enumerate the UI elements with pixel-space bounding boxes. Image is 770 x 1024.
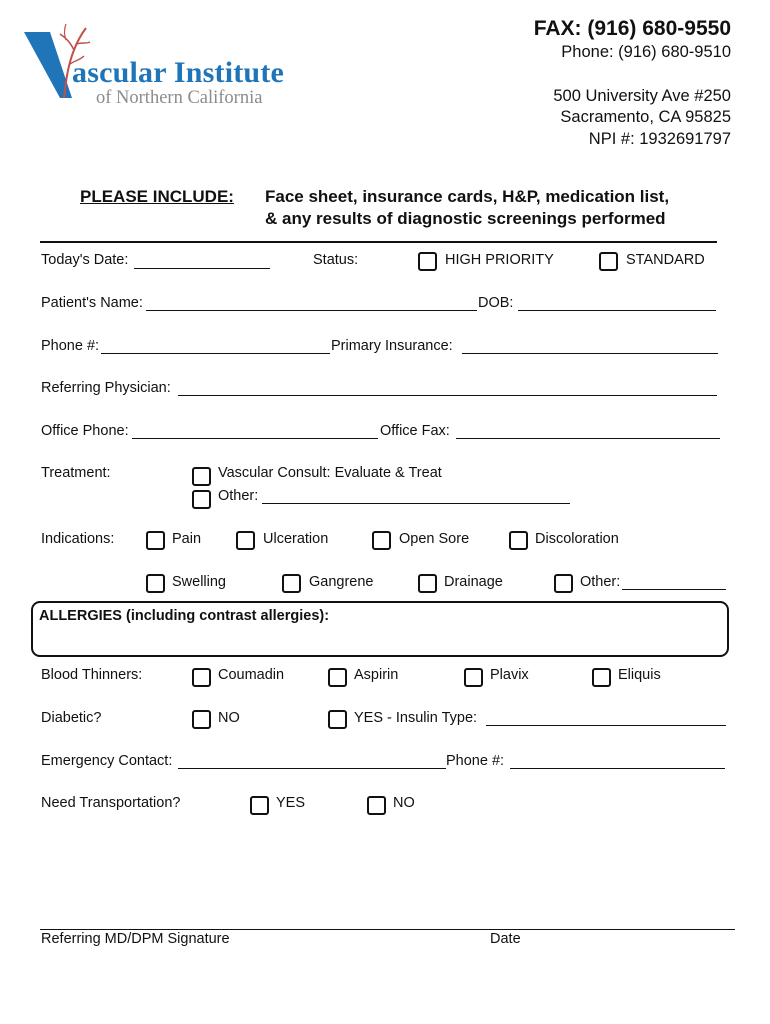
treatment-other-checkbox[interactable] (192, 490, 211, 509)
logo-title: ascular Institute (72, 56, 285, 89)
indications-other-label: Other: (580, 574, 621, 590)
high-priority-checkbox[interactable] (418, 252, 437, 271)
discoloration-checkbox[interactable] (509, 531, 528, 550)
plavix-label: Plavix (490, 667, 529, 683)
eliquis-checkbox[interactable] (592, 668, 611, 687)
patient-name-label: Patient's Name: (41, 295, 143, 311)
gangrene-label: Gangrene (309, 574, 374, 590)
coumadin-checkbox[interactable] (192, 668, 211, 687)
signature-line[interactable] (40, 929, 735, 930)
ulceration-label: Ulceration (263, 531, 329, 547)
header-divider (40, 241, 717, 243)
discoloration-label: Discoloration (535, 531, 619, 547)
gangrene-checkbox[interactable] (282, 574, 301, 593)
emergency-phone-label: Phone #: (446, 753, 505, 769)
diabetic-yes-checkbox[interactable] (328, 710, 347, 729)
dob-label: DOB: (478, 295, 514, 311)
plavix-checkbox[interactable] (464, 668, 483, 687)
coumadin-label: Coumadin (218, 667, 285, 683)
phone-number: Phone: (916) 680-9510 (561, 43, 731, 61)
eliquis-label: Eliquis (618, 667, 661, 683)
referring-physician-field[interactable] (178, 395, 717, 396)
address-line-1: 500 University Ave #250 (553, 87, 731, 105)
drainage-label: Drainage (444, 574, 503, 590)
swelling-checkbox[interactable] (146, 574, 165, 593)
standard-checkbox[interactable] (599, 252, 618, 271)
insulin-type-field[interactable] (486, 725, 726, 726)
todays-date-field[interactable] (134, 268, 270, 269)
insulin-type-label: YES - Insulin Type: (354, 710, 478, 726)
blood-thinners-label: Blood Thinners: (41, 667, 143, 683)
referring-physician-label: Referring Physician: (41, 380, 171, 396)
allergies-label: ALLERGIES (including contrast allergies): (39, 608, 330, 624)
diabetic-label: Diabetic? (41, 710, 102, 726)
transport-no-label: NO (393, 795, 415, 811)
primary-insurance-field[interactable] (462, 353, 718, 354)
signature-label: Referring MD/DPM Signature (41, 931, 230, 947)
dob-field[interactable] (518, 310, 716, 311)
please-include-label: PLEASE INCLUDE: (80, 187, 234, 206)
office-phone-label: Office Phone: (41, 423, 129, 439)
office-phone-field[interactable] (132, 438, 378, 439)
pain-checkbox[interactable] (146, 531, 165, 550)
allergies-box[interactable] (31, 601, 729, 657)
indications-label: Indications: (41, 531, 115, 547)
ulceration-checkbox[interactable] (236, 531, 255, 550)
status-label: Status: (313, 252, 359, 268)
emergency-contact-field[interactable] (178, 768, 446, 769)
aspirin-label: Aspirin (354, 667, 399, 683)
fax-number: FAX: (916) 680-9550 (533, 17, 731, 40)
treatment-label: Treatment: (41, 465, 111, 481)
vascular-consult-label: Vascular Consult: Evaluate & Treat (218, 465, 442, 481)
transport-yes-checkbox[interactable] (250, 796, 269, 815)
open-sore-checkbox[interactable] (372, 531, 391, 550)
phone-field[interactable] (101, 353, 330, 354)
diabetic-no-checkbox[interactable] (192, 710, 211, 729)
address-line-2: Sacramento, CA 95825 (560, 108, 731, 126)
aspirin-checkbox[interactable] (328, 668, 347, 687)
indications-other-checkbox[interactable] (554, 574, 573, 593)
logo-subtitle: of Northern California (96, 88, 263, 108)
diabetic-no-label: NO (218, 710, 240, 726)
npi-number: NPI #: 1932691797 (588, 130, 731, 148)
treatment-other-field[interactable] (262, 503, 570, 504)
primary-insurance-label: Primary Insurance: (331, 338, 453, 354)
swelling-label: Swelling (172, 574, 226, 590)
include-line-2: & any results of diagnostic screenings performed (265, 209, 666, 228)
emergency-contact-label: Emergency Contact: (41, 753, 173, 769)
include-line-1: Face sheet, insurance cards, H&P, medication list, (265, 187, 670, 206)
office-fax-label: Office Fax: (380, 423, 450, 439)
vascular-consult-checkbox[interactable] (192, 467, 211, 486)
open-sore-label: Open Sore (399, 531, 470, 547)
emergency-phone-field[interactable] (510, 768, 725, 769)
todays-date-label: Today's Date: (41, 252, 129, 268)
indications-other-field[interactable] (622, 589, 726, 590)
date-label: Date (490, 931, 521, 947)
need-transportation-label: Need Transportation? (41, 795, 181, 811)
phone-label: Phone #: (41, 338, 100, 354)
high-priority-label: HIGH PRIORITY (445, 252, 554, 268)
standard-label: STANDARD (626, 252, 705, 268)
patient-name-field[interactable] (146, 310, 477, 311)
drainage-checkbox[interactable] (418, 574, 437, 593)
transport-yes-label: YES (276, 795, 306, 811)
treatment-other-label: Other: (218, 488, 259, 504)
office-fax-field[interactable] (456, 438, 720, 439)
pain-label: Pain (172, 531, 202, 547)
transport-no-checkbox[interactable] (367, 796, 386, 815)
